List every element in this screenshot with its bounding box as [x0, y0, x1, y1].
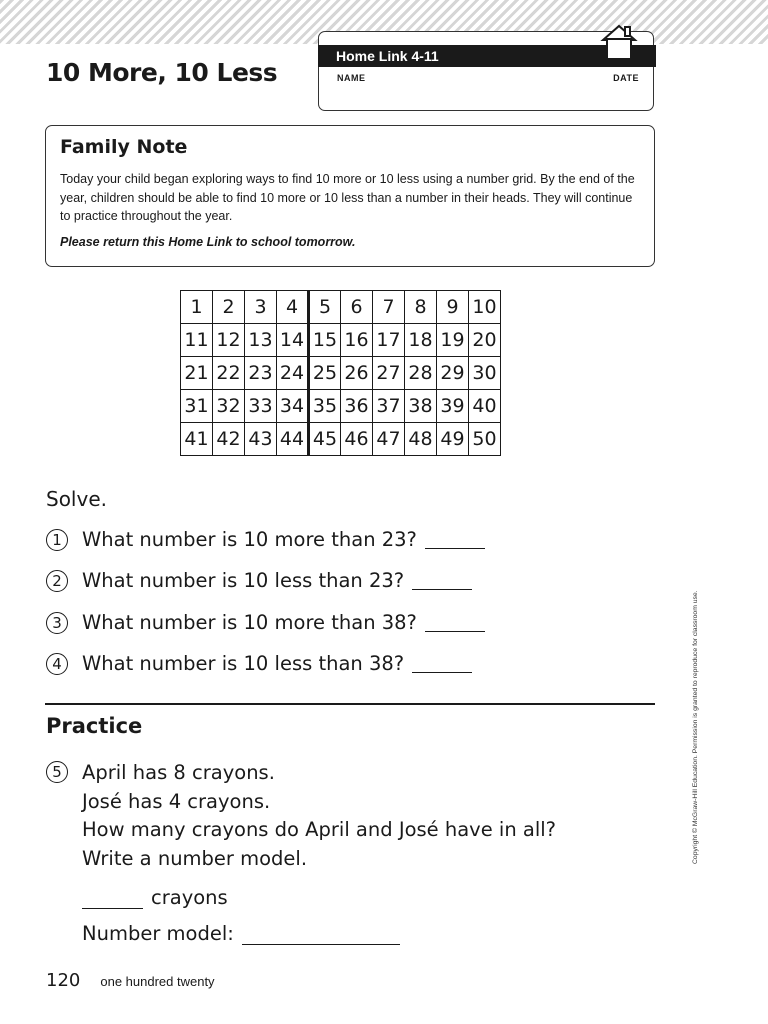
date-label: DATE	[613, 73, 639, 83]
answer-blank[interactable]	[425, 613, 485, 632]
grid-cell: 25	[309, 357, 341, 390]
grid-cell: 23	[245, 357, 277, 390]
practice-problem-5	[46, 759, 556, 873]
problem-line: José has 4 crayons.	[82, 789, 271, 813]
question-number-badge: 3	[46, 612, 68, 634]
grid-cell: 22	[213, 357, 245, 390]
grid-row	[181, 291, 501, 324]
grid-cell: 44	[277, 423, 309, 456]
question-2	[46, 569, 472, 592]
grid-cell: 48	[405, 423, 437, 456]
grid-cell: 7	[373, 291, 405, 324]
grid-cell: 39	[437, 390, 469, 423]
grid-cell: 28	[405, 357, 437, 390]
grid-cell: 35	[309, 390, 341, 423]
grid-cell: 43	[245, 423, 277, 456]
problem-line: April has 8 crayons.	[82, 761, 275, 784]
grid-cell: 34	[277, 390, 309, 423]
family-note-title: Family Note	[60, 136, 188, 158]
house-icon	[599, 22, 639, 62]
grid-cell: 38	[405, 390, 437, 423]
grid-cell: 21	[181, 357, 213, 390]
question-number-badge: 4	[46, 653, 68, 675]
grid-cell: 26	[341, 357, 373, 390]
page-number: 120	[46, 970, 81, 991]
grid-cell: 16	[341, 324, 373, 357]
crayons-answer-blank[interactable]	[82, 890, 143, 909]
grid-cell: 40	[469, 390, 501, 423]
grid-cell: 17	[373, 324, 405, 357]
grid-cell: 29	[437, 357, 469, 390]
problem-line: Write a number model.	[82, 846, 308, 870]
grid-cell: 42	[213, 423, 245, 456]
grid-cell: 4	[277, 291, 309, 324]
grid-cell: 5	[309, 291, 341, 324]
grid-row	[181, 390, 501, 423]
question-1	[46, 528, 485, 551]
grid-cell: 49	[437, 423, 469, 456]
problem-line: How many crayons do April and José have in all?	[82, 818, 557, 841]
grid-cell: 32	[213, 390, 245, 423]
grid-cell: 3	[245, 291, 277, 324]
number-model-blank[interactable]	[242, 926, 400, 945]
grid-cell: 12	[213, 324, 245, 357]
answer-blank[interactable]	[425, 530, 485, 549]
page-number-words: one hundred twenty	[100, 974, 215, 989]
question-text: What number is 10 less than 38?	[82, 652, 405, 675]
number-grid	[180, 290, 501, 456]
grid-cell: 30	[469, 357, 501, 390]
question-text: What number is 10 more than 38?	[82, 611, 417, 634]
grid-row	[181, 357, 501, 390]
grid-cell: 8	[405, 291, 437, 324]
grid-cell: 9	[437, 291, 469, 324]
grid-cell: 19	[437, 324, 469, 357]
crayons-answer-row	[82, 886, 228, 909]
solve-heading: Solve.	[46, 487, 107, 511]
grid-cell: 45	[309, 423, 341, 456]
grid-cell: 18	[405, 324, 437, 357]
grid-cell: 27	[373, 357, 405, 390]
family-note-box	[45, 125, 655, 267]
grid-cell: 15	[309, 324, 341, 357]
page-footer	[46, 970, 215, 991]
practice-heading: Practice	[46, 714, 143, 738]
grid-cell: 36	[341, 390, 373, 423]
grid-cell: 31	[181, 390, 213, 423]
question-3	[46, 611, 485, 634]
copyright-notice: Copyright © McGraw-Hill Education. Permission is granted to reproduce for classroom use.	[692, 590, 699, 864]
page-title: 10 More, 10 Less	[46, 58, 278, 87]
answer-blank[interactable]	[412, 571, 472, 590]
grid-cell: 41	[181, 423, 213, 456]
problem-text	[82, 759, 556, 873]
grid-cell: 14	[277, 324, 309, 357]
question-number-badge: 1	[46, 529, 68, 551]
question-number-badge: 2	[46, 570, 68, 592]
question-text: What number is 10 more than 23?	[82, 528, 417, 551]
name-label: NAME	[337, 73, 366, 83]
crayons-label: crayons	[151, 886, 228, 909]
grid-cell: 20	[469, 324, 501, 357]
grid-row	[181, 423, 501, 456]
grid-cell: 50	[469, 423, 501, 456]
grid-cell: 46	[341, 423, 373, 456]
question-text: What number is 10 less than 23?	[82, 569, 405, 592]
number-model-label: Number model:	[82, 922, 234, 945]
answer-blank[interactable]	[412, 654, 472, 673]
grid-cell: 24	[277, 357, 309, 390]
home-link-title: Home Link 4-11	[336, 48, 439, 64]
home-link-box	[318, 31, 654, 111]
number-model-row	[82, 922, 400, 945]
question-number-badge: 5	[46, 761, 68, 783]
grid-cell: 11	[181, 324, 213, 357]
grid-cell: 10	[469, 291, 501, 324]
grid-cell: 13	[245, 324, 277, 357]
grid-cell: 6	[341, 291, 373, 324]
grid-cell: 1	[181, 291, 213, 324]
section-divider	[45, 703, 655, 705]
family-note-return: Please return this Home Link to school tomorrow.	[60, 234, 356, 249]
family-note-body: Today your child began exploring ways to find 10 more or 10 less using a number grid. By the end of the year, children should be able to find 10 more or 10 less than a number in their heads. They will continue to practice throughout the year.	[60, 172, 635, 223]
grid-cell: 37	[373, 390, 405, 423]
grid-cell: 2	[213, 291, 245, 324]
grid-cell: 47	[373, 423, 405, 456]
grid-row	[181, 324, 501, 357]
question-4	[46, 652, 472, 675]
grid-cell: 33	[245, 390, 277, 423]
